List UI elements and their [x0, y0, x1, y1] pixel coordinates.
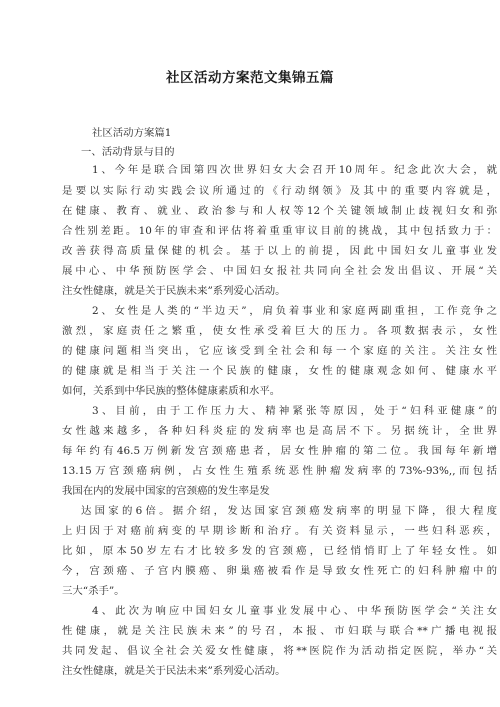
paragraph-line: 2、女性是人类的“半边天”，肩负着事业和家庭两副重担，工作竞争之	[92, 305, 497, 317]
paragraph-line: 4、此次为响应中国妇女儿童事业发展中心、中华预防医学会“关注女	[92, 605, 497, 617]
paragraph-line: 上归因于对癌前病变的早期诊断和治疗。有关资料显示，一些妇科恶疾，	[62, 525, 497, 537]
paragraph-line: 激烈，家庭责任之繁重，使女性承受着巨大的压力。各项数据表示，女性	[62, 325, 497, 337]
paragraph-line: 性健康，就是关注民族未来”的号召，本报、市妇联与联合**广播电视报	[62, 625, 497, 637]
paragraph-line: 在健康、教育、就业、政治参与和人权等12个关键领域制止歧视妇女和弥	[62, 205, 497, 217]
paragraph-line: 共同发起、倡议全社会关爱女性健康，将**医院作为活动指定医院，举办“关	[62, 645, 497, 657]
paragraph-line: 女性越来越多，各种妇科炎症的发病率也是高居不下。另据统计，全世界	[62, 425, 497, 437]
paragraph-line: 如何，关系到中华民族的整体健康素质和水平。	[62, 385, 281, 397]
paragraph-line: 13.15万宫颈癌病例，占女性生殖系统恶性肿瘤发病率的73%-93%,,而包括	[62, 465, 497, 477]
paragraph-line: 我国在内的发展中国家的宫颈癌的发生率是发	[62, 485, 270, 497]
paragraph-line: 达国家的6倍。据介绍，发达国家宫颈癌发病率的明显下降，很大程度	[81, 505, 497, 517]
paragraph-line: 注女性健康，就是关于民族未来”系列爱心活动。	[62, 285, 286, 297]
paragraph-line: 每年约有46.5万例新发宫颈癌患者，居女性肿瘤的第二位。我国每年新增	[62, 445, 497, 457]
paragraph-line: 今，宫颈癌、子宫内膜癌、卵巢癌被看作是导致女性死亡的妇科肿瘤中的	[62, 565, 497, 577]
paragraph-line: 3、目前，由于工作压力大、精神紧张等原因，处于“妇科亚健康”的	[92, 405, 497, 417]
subsection-heading: 一、活动背景与目的	[81, 146, 175, 158]
paragraph-line: 注女性健康，就是关于民法未来”系列爱心活动。	[62, 665, 286, 677]
document-title: 社区活动方案范文集锦五篇	[166, 70, 334, 86]
paragraph-line: 的健康就是相当于关注一个民族的健康，女性的健康观念如何、健康水平	[62, 365, 497, 377]
paragraph-line: 1、今年是联合国第四次世界妇女大会召开10周年。纪念此次大会，就	[92, 164, 497, 176]
paragraph-line: 是要以实际行动实践会议所通过的《行动纲领》及其中的重要内容就是，	[62, 185, 497, 197]
section-heading: 社区活动方案篇1	[92, 127, 172, 139]
paragraph-line: 合性别差距。10年的审查和评估将着重重审议目前的挑战，其中包括致力于：	[62, 225, 497, 237]
paragraph-line: 三大“杀手”。	[62, 585, 125, 597]
paragraph-line: 的健康问题相当突出，它应该受到全社会和每一个家庭的关注。关注女性	[62, 345, 497, 357]
paragraph-line: 比如，原本50岁左右才比较多发的宫颈癌，已经悄悄盯上了年轻女性。如	[62, 545, 497, 557]
paragraph-line: 展中心、中华预防医学会、中国妇女报社共同向全社会发出倡议、开展“关	[62, 265, 497, 277]
paragraph-line: 改善获得高质量保健的机会。基于以上的前提，因此中国妇女儿童事业发	[62, 245, 497, 257]
